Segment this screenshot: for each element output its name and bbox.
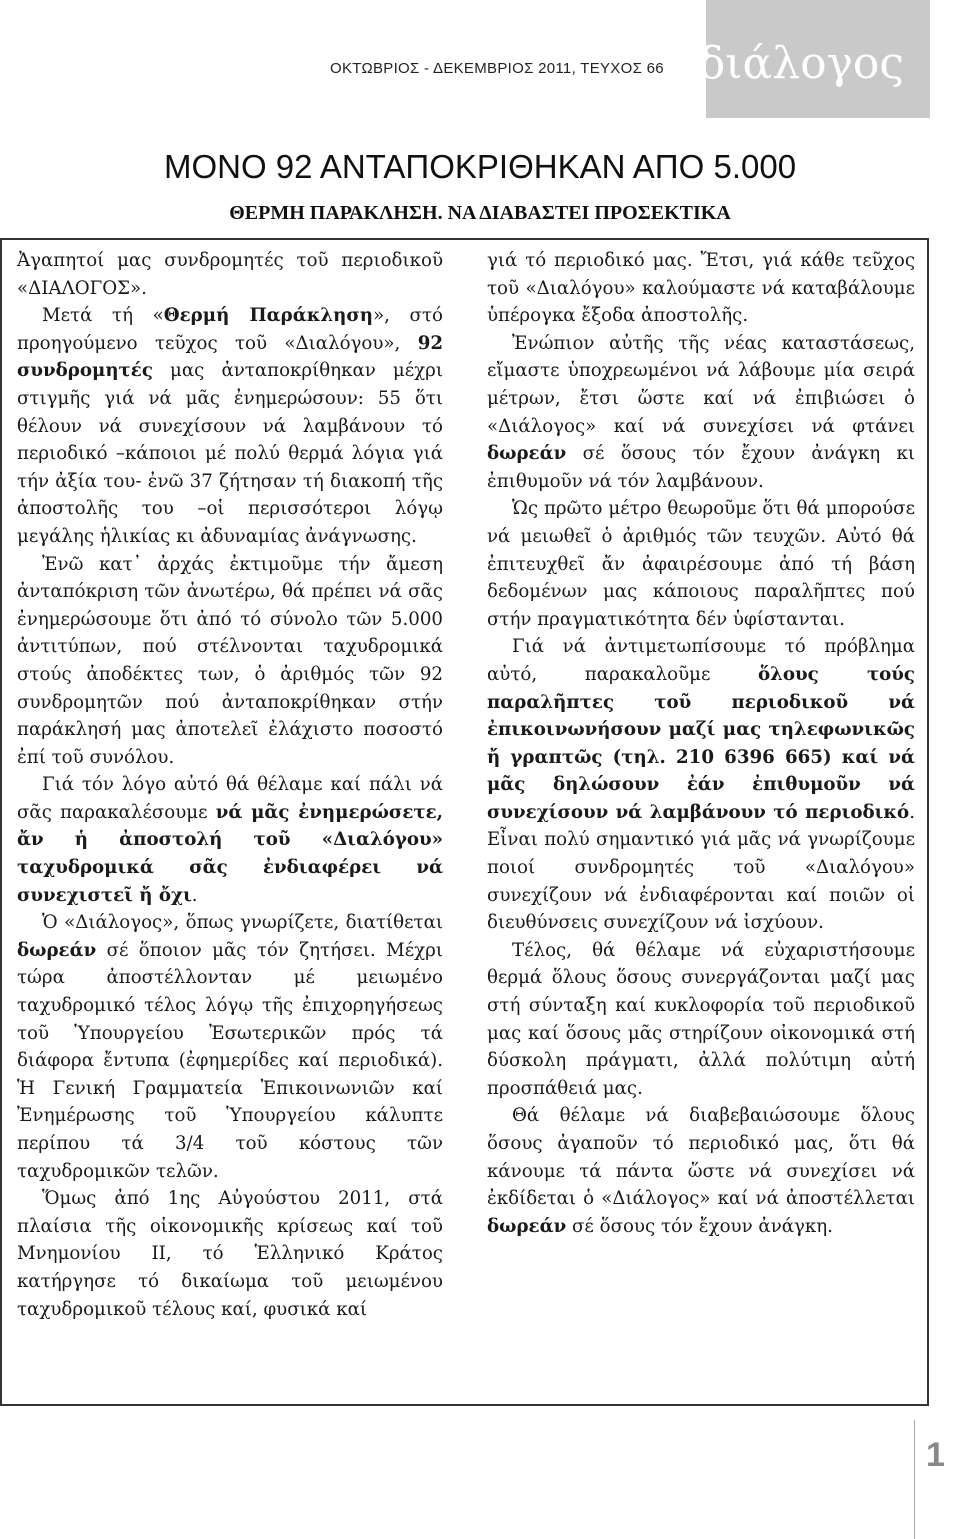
left-column: [17, 247, 443, 1323]
paragraph: [487, 495, 915, 633]
page-rule: [914, 1420, 915, 1539]
bold-text: Θερμή Παράκληση: [163, 305, 373, 327]
bold-text: ὅλους τούς παραλῆπτες τοῦ περιοδικοῦ νά ἐπικοινωνήσουν μαζί μας τηλεφωνικῶς ἤ γραπτῶς (τηλ. 210 6396 665) καί νά μᾶς δηλώσουν ἐάν ἐπιθυμοῦν νά συνεχίσουν νά λαμβάνουν τό περιοδικό: [487, 663, 916, 823]
right-column: [487, 247, 915, 1240]
text-run: Ὅμως ἀπό 1ης Αὐγούστου 2011, στά πλαίσια τῆς οἰκονομικῆς κρίσεως καί τοῦ Μνημονίου ΙΙ, τό Ἑλληνικό Κράτος κατήργησε τό δικαίωμα τοῦ μειωμένου ταχυδρομικοῦ τέλους καί, φυσικά καί: [17, 1188, 443, 1320]
text-run: σέ ὅσους τόν ἔχουν ἀνάγκη.: [566, 1215, 833, 1237]
paragraph: [17, 771, 443, 909]
text-run: γιά τό περιοδικό μας. Ἔτσι, γιά κάθε τεῦχος τοῦ «Διαλόγου» καλούμαστε νά καταβάλουμε ὑπέρογκα ἔξοδα ἀποστολῆς.: [487, 250, 915, 327]
paragraph: [487, 937, 915, 1103]
bold-text: δωρεάν: [487, 443, 567, 465]
paragraph: [17, 551, 443, 772]
issue-line: ΟΚΤΩΒΡΙΟΣ - ΔΕΚΕΜΒΡΙΟΣ 2011, ΤΕΥΧΟΣ 66: [330, 60, 664, 77]
text-run: Ἐνώπιον αὐτῆς τῆς νέας καταστάσεως, εἴμαστε ὑποχρεωμένοι νά λάβουμε μία σειρά μέτρων, ἔτσι ὥστε καί νά ἐπιβιώσει ὁ «Διάλογος» καί νά συνεχίσει νά φτάνει: [487, 332, 915, 437]
text-run: Θά θέλαμε νά διαβεβαιώσουμε ὅλους ὅσους ἀγαποῦν τό περιοδικό μας, ὅτι θά κάνουμε τά πάντα ὥστε νά συνεχίσει νά ἐκδίδεται ὁ «Διάλογος» καί νά ἀποστέλλεται: [487, 1105, 915, 1210]
paragraph: [487, 247, 915, 330]
paragraph: [487, 1102, 915, 1240]
text-run: . Εἶναι πολύ σημαντικό γιά μᾶς νά γνωρίζουμε ποιοί συνδρομητές τοῦ «Διαλόγου» συνεχίζουν νά ἐνδιαφέρονται καί ποιῶν οἱ διευθύνσεις συνεχίζουν νά ἰσχύουν.: [487, 801, 915, 934]
text-run: Γιά νά ἀντιμετωπίσουμε τό πρόβλημα αὐτό, παρακαλοῦμε: [487, 636, 915, 685]
paragraph: [17, 247, 443, 302]
text-run: Ὡς πρῶτο μέτρο θεωροῦμε ὅτι θά μπορούσε νά μειωθεῖ ὁ ἀριθμός τῶν τευχῶν. Αὐτό θά ἐπιτευχθεῖ ἄν ἀφαιρέσουμε ἀπό τή βάση δεδομένων μας κάποιους παραλῆπτες πού στήν πραγματικότητα δέν ὑφίστανται.: [487, 498, 915, 630]
text-run: μας ἀνταποκρίθηκαν μέχρι στιγμῆς γιά νά μᾶς ἐνημερώσουν: 55 ὅτι θέλουν νά συνεχίσουν νά λαμβάνουν τό περιοδικό –κάποιοι μέ πολύ θερμά λόγια γιά τήν ἀξία του- ἐνῶ 37 ζήτησαν τή διακοπή τῆς ἀποστολῆς του –οἱ περισσότεροι λόγῳ μεγάλης ἡλικίας κι ἀδυναμίας ἀνάγνωσης.: [17, 360, 443, 547]
bold-text: 92 συνδρομητές: [17, 332, 443, 382]
text-run: », στό προηγούμενο τεῦχος τοῦ «Διαλόγου»,: [17, 305, 443, 354]
paragraph: [17, 1185, 443, 1323]
text-run: .: [191, 884, 198, 906]
bold-text: δωρεάν: [17, 939, 97, 961]
text-run: σέ ὅποιον μᾶς τόν ζητήσει. Μέχρι τώρα ἀποστέλλονταν μέ μειωμένο ταχυδρομικό τέλος λόγῳ τῆς ἐπιχορηγήσεως τοῦ Ὑπουργείου Ἐσωτερικῶν πρός τά διάφορα ἔντυπα (ἐφημερίδες καί περιοδικά). Ἡ Γενική Γραμματεία Ἐπικοινωνιῶν καί Ἐνημέρωσης τοῦ Ὑπουργείου κάλυπτε περίπου τά 3/4 τοῦ κόστους τῶν ταχυδρομικῶν τελῶν.: [17, 939, 443, 1182]
bold-text: νά μᾶς ἐνημερώσετε, ἄν ἡ ἀποστολή τοῦ «Διαλόγου» ταχυδρομικά σᾶς ἐνδιαφέρει νά συνεχιστεῖ ἤ ὄχι: [17, 801, 444, 906]
text-run: Ἐνῶ κατ᾽ ἀρχάς ἐκτιμοῦμε τήν ἄμεση ἀνταπόκριση τῶν ἀνωτέρω, θά πρέπει νά σᾶς ἐνημερώσουμε ὅτι ἀπό τό σύνολο τῶν 5.000 ἀντιτύπων, πού στέλνονται ταχυδρομικά στούς ἀποδέκτες των, ὁ ἀριθμός τῶν 92 συνδρομητῶν πού ἀνταποκρίθηκαν στήν παράκλησή μας ἀποτελεῖ ἐλάχιστο ποσοστό ἐπί τοῦ συνόλου.: [17, 553, 443, 768]
text-run: Ἀγαπητοί μας συνδρομητές τοῦ περιοδικοῦ «ΔΙΑΛΟΓΟΣ».: [17, 250, 443, 299]
paragraph: [487, 633, 915, 937]
logo: διάλογος: [698, 38, 904, 89]
logo-box: [698, 0, 930, 118]
text-run: Ὁ «Διάλογος», ὅπως γνωρίζετε, διατίθεται: [42, 912, 443, 934]
article-title: ΜΟΝΟ 92 ΑΝΤΑΠΟΚΡΙΘΗΚΑΝ ΑΠΟ 5.000: [163, 148, 797, 185]
text-run: σέ ὅσους τόν ἔχουν ἀνάγκη κι ἐπιθυμοῦν νά τόν λαμβάνουν.: [487, 443, 915, 492]
paragraph: [17, 909, 443, 1185]
article-subtitle: ΘΕΡΜΗ ΠΑΡΑΚΛΗΣΗ. ΝΑ ΔΙΑΒΑΣΤΕΙ ΠΡΟΣΕΚΤΙΚΑ: [229, 202, 731, 224]
bold-text: δωρεάν: [487, 1215, 567, 1237]
paragraph: [487, 330, 915, 496]
page-number: 1: [926, 1436, 945, 1474]
paragraph: [17, 302, 443, 550]
text-run: Γιά τόν λόγο αὐτό θά θέλαμε καί πάλι νά σᾶς παρακαλέσουμε: [17, 774, 443, 823]
text-run: Μετά τή «: [42, 305, 164, 327]
text-run: Τέλος, θά θέλαμε νά εὐχαριστήσουμε θερμά ὅλους ὅσους συνεργάζονται μαζί μας στή σύνταξη καί κυκλοφορία τοῦ περιοδικοῦ μας καί ὅσους μᾶς στηρίζουν οἰκονομικά στή δύσκολη πράγματι, ἀλλά πολύτιμη αὐτή προσπάθειά μας.: [487, 939, 915, 1099]
